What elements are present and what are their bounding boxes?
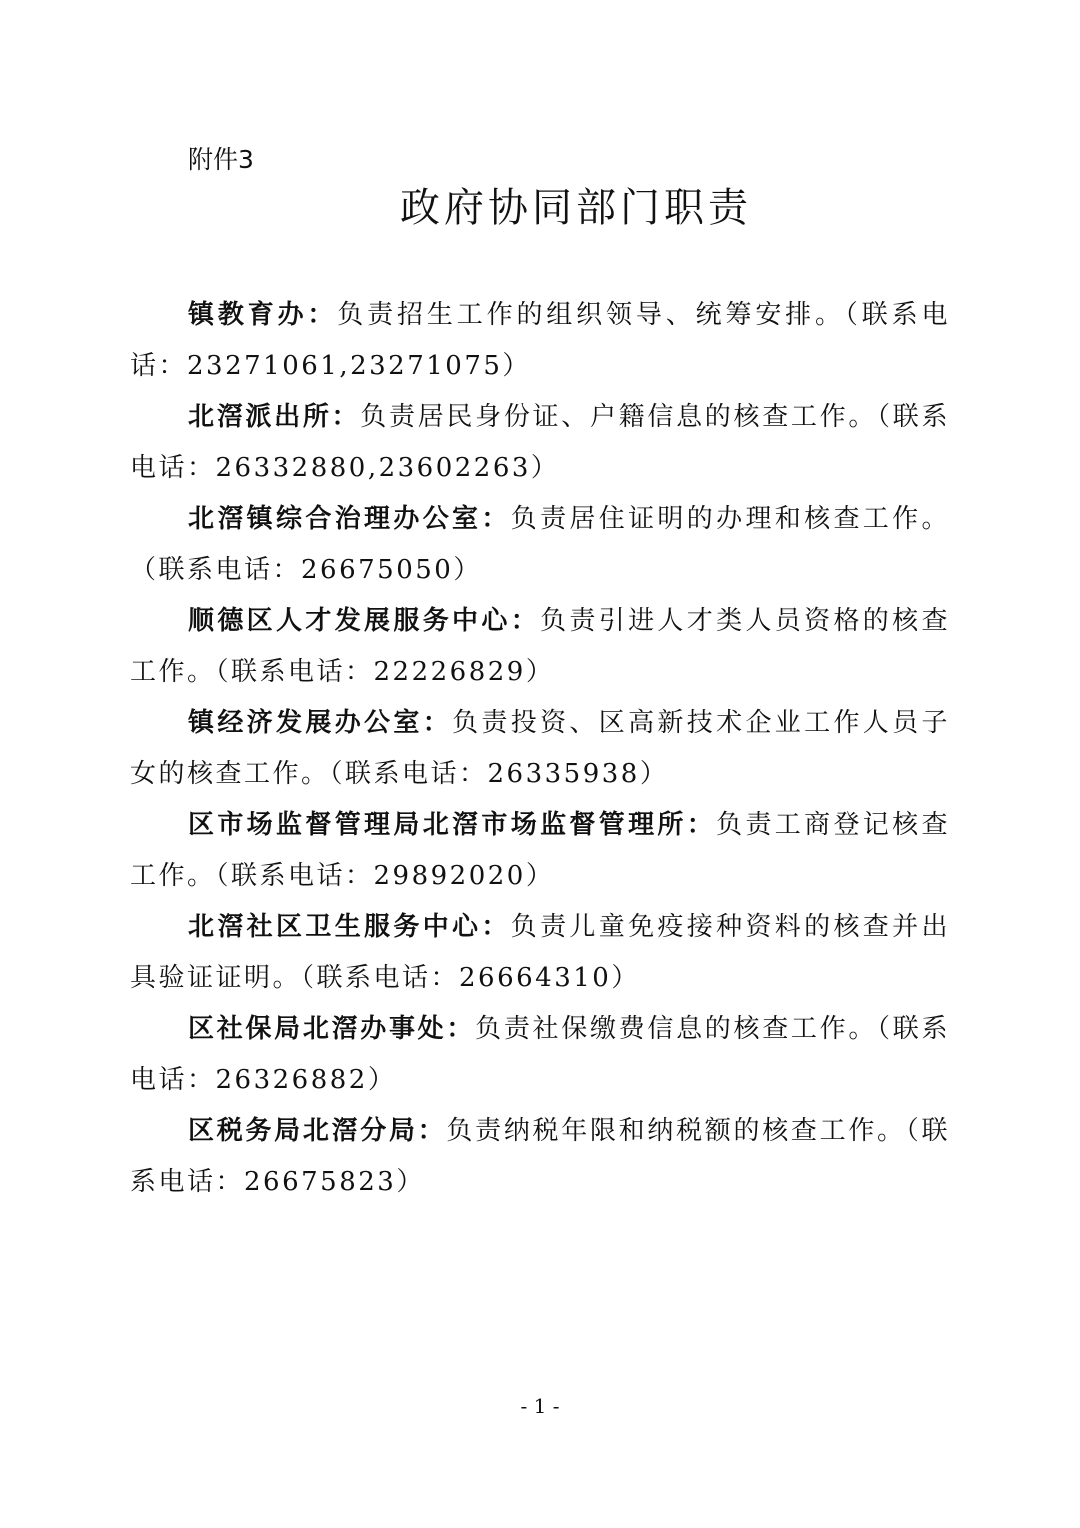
- duty-paragraph-governance-office: [130, 494, 950, 596]
- department-name: 区市场监督管理局北滘市场监督管理所：: [188, 810, 717, 840]
- department-name: 镇经济发展办公室：: [188, 708, 453, 738]
- attachment-label: 附件3: [188, 145, 254, 174]
- duty-description: 负责居民身份证、户籍信息的核查工作。（联系电话：26332880,23602263）: [130, 402, 950, 483]
- duty-description: 负责居住证明的办理和核查工作。（联系电话：26675050）: [130, 504, 950, 585]
- department-name: 顺德区人才发展服务中心：: [188, 606, 541, 636]
- duty-paragraph-economic-office: [130, 698, 950, 800]
- duty-description: 负责引进人才类人员资格的核查工作。（联系电话：22226829）: [130, 606, 950, 687]
- duty-description: 负责社保缴费信息的核查工作。（联系电话：26326882）: [130, 1014, 950, 1095]
- duty-paragraph-tax-bureau: [130, 1106, 950, 1208]
- duty-paragraph-police-station: [130, 392, 950, 494]
- page-number: - 1 -: [520, 1394, 560, 1418]
- department-name: 镇教育办：: [188, 300, 338, 330]
- duty-paragraph-health-center: [130, 902, 950, 1004]
- duty-paragraph-education-office: [130, 290, 950, 392]
- duty-description: 负责纳税年限和纳税额的核查工作。（联系电话：26675823）: [130, 1116, 950, 1197]
- duty-description: 负责投资、区高新技术企业工作人员子女的核查工作。（联系电话：26335938）: [130, 708, 950, 789]
- duty-paragraph-social-security: [130, 1004, 950, 1106]
- department-name: 北滘社区卫生服务中心：: [188, 912, 511, 942]
- department-name: 区社保局北滘办事处：: [188, 1014, 476, 1044]
- duty-description: 负责招生工作的组织领导、统筹安排。（联系电话：23271061,23271075）: [130, 300, 950, 381]
- duty-paragraph-talent-center: [130, 596, 950, 698]
- department-name: 北滘派出所：: [188, 402, 361, 432]
- duty-description: 负责工商登记核查工作。（联系电话：29892020）: [130, 810, 950, 891]
- department-duty-list: [130, 290, 950, 1208]
- department-name: 北滘镇综合治理办公室：: [188, 504, 511, 534]
- department-name: 区税务局北滘分局：: [188, 1116, 447, 1146]
- document-title: 政府协同部门职责: [400, 185, 752, 231]
- duty-paragraph-market-supervision: [130, 800, 950, 902]
- duty-description: 负责儿童免疫接种资料的核查并出具验证证明。（联系电话：26664310）: [130, 912, 950, 993]
